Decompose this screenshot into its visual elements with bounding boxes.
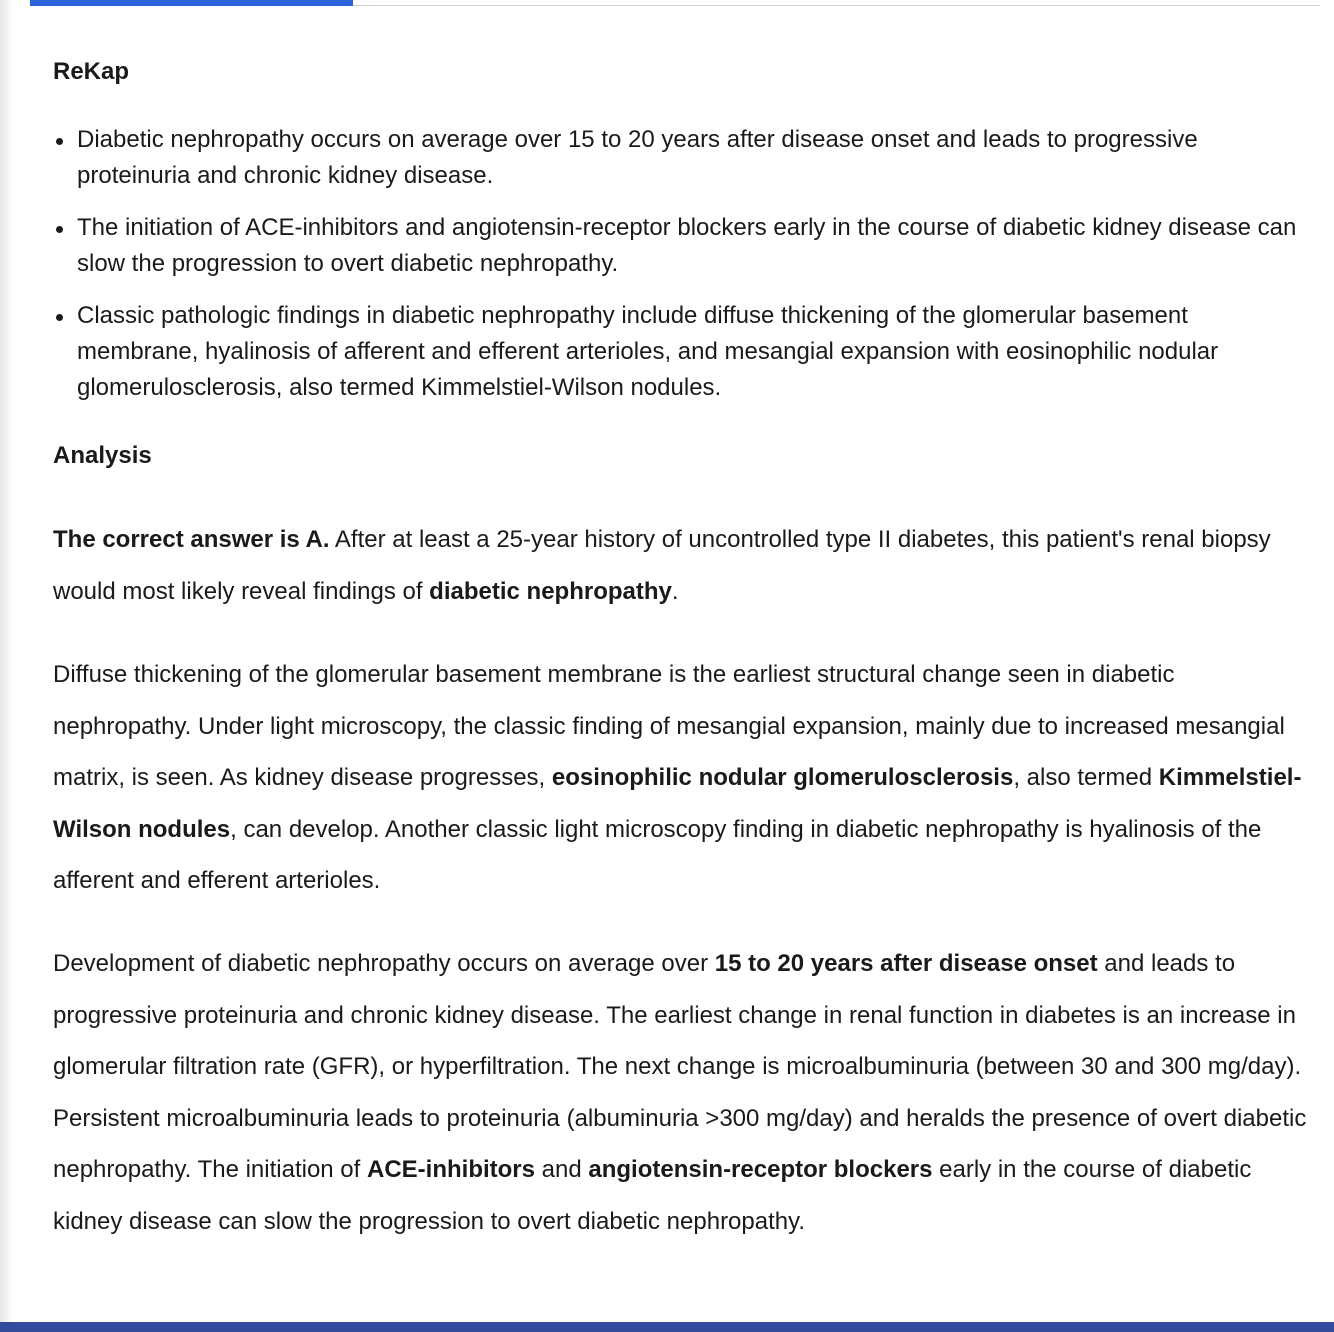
bold-term: angiotensin-receptor blockers bbox=[588, 1156, 933, 1183]
rekap-heading: ReKap bbox=[53, 58, 130, 85]
paragraph-text: Development of diabetic nephropathy occurs on average over bbox=[53, 950, 715, 977]
bold-term: eosinophilic nodular glomerulosclerosis bbox=[551, 764, 1014, 791]
paragraph-text: , can develop. Another classic light microscopy finding in diabetic nephropathy is hyalinosis of the afferent and efferent arterioles. bbox=[53, 815, 1262, 894]
left-edge-shadow bbox=[0, 0, 12, 1332]
rekap-bullet: Diabetic nephropathy occurs on average over 15 to 20 years after disease onset and leads to progressive proteinuria and chronic kidney disease. bbox=[53, 122, 1315, 194]
progress-bar-fill bbox=[30, 0, 353, 6]
paragraph-text: . bbox=[671, 577, 679, 605]
bold-term: diabetic nephropathy bbox=[429, 577, 672, 605]
rekap-list bbox=[53, 122, 1315, 422]
analysis-paragraph-pathology bbox=[53, 649, 1315, 907]
paragraph-text: early in the course of diabetic kidney disease can slow the progression to overt diabetic nephropathy. bbox=[53, 1156, 1252, 1235]
paragraph-text: , also termed bbox=[1013, 764, 1159, 791]
paragraph-text: Diffuse thickening of the glomerular basement membrane is the earliest structural change seen in diabetic nephropathy. Under light microscopy, the classic finding of mesangial expansion, mainly due to increased mesangial matrix, is seen. As kidney disease progresses, bbox=[53, 661, 1285, 791]
bold-term: 15 to 20 years after disease onset bbox=[714, 950, 1098, 977]
correct-answer-label: The correct answer is A. bbox=[53, 526, 330, 553]
paragraph-text: and bbox=[535, 1156, 589, 1183]
bold-term: ACE-inhibitors bbox=[367, 1156, 535, 1183]
bottom-bar bbox=[0, 1322, 1334, 1332]
analysis-paragraph-progression bbox=[53, 938, 1315, 1247]
analysis-paragraph-answer bbox=[53, 514, 1315, 617]
analysis-heading: Analysis bbox=[53, 442, 152, 469]
paragraph-text: and leads to progressive proteinuria and chronic kidney disease. The earliest change in renal function in diabetes is an increase in glomerular filtration rate (GFR), or hyperfiltration. The next change is microalbuminuria (between 30 and 300 mg/day). Persistent microalbuminuria leads to proteinuria (albuminuria >300 mg/day) and heralds the presence of overt diabetic nephropathy. The initiation of bbox=[53, 950, 1307, 1183]
rekap-bullet: Classic pathologic findings in diabetic nephropathy include diffuse thickening of the glomerular basement membrane, hyalinosis of afferent and efferent arterioles, and mesangial expansion with eosinophilic nodular glomerulosclerosis, also termed Kimmelstiel-Wilson nodules. bbox=[53, 298, 1315, 406]
bold-term: Kimmelstiel-Wilson nodules bbox=[53, 764, 1302, 843]
paragraph-text: After at least a 25-year history of uncontrolled type II diabetes, this patient's renal biopsy would most likely reveal findings of bbox=[53, 526, 1271, 605]
rekap-bullet: The initiation of ACE-inhibitors and angiotensin-receptor blockers early in the course of diabetic kidney disease can slow the progression to overt diabetic nephropathy. bbox=[53, 210, 1315, 282]
